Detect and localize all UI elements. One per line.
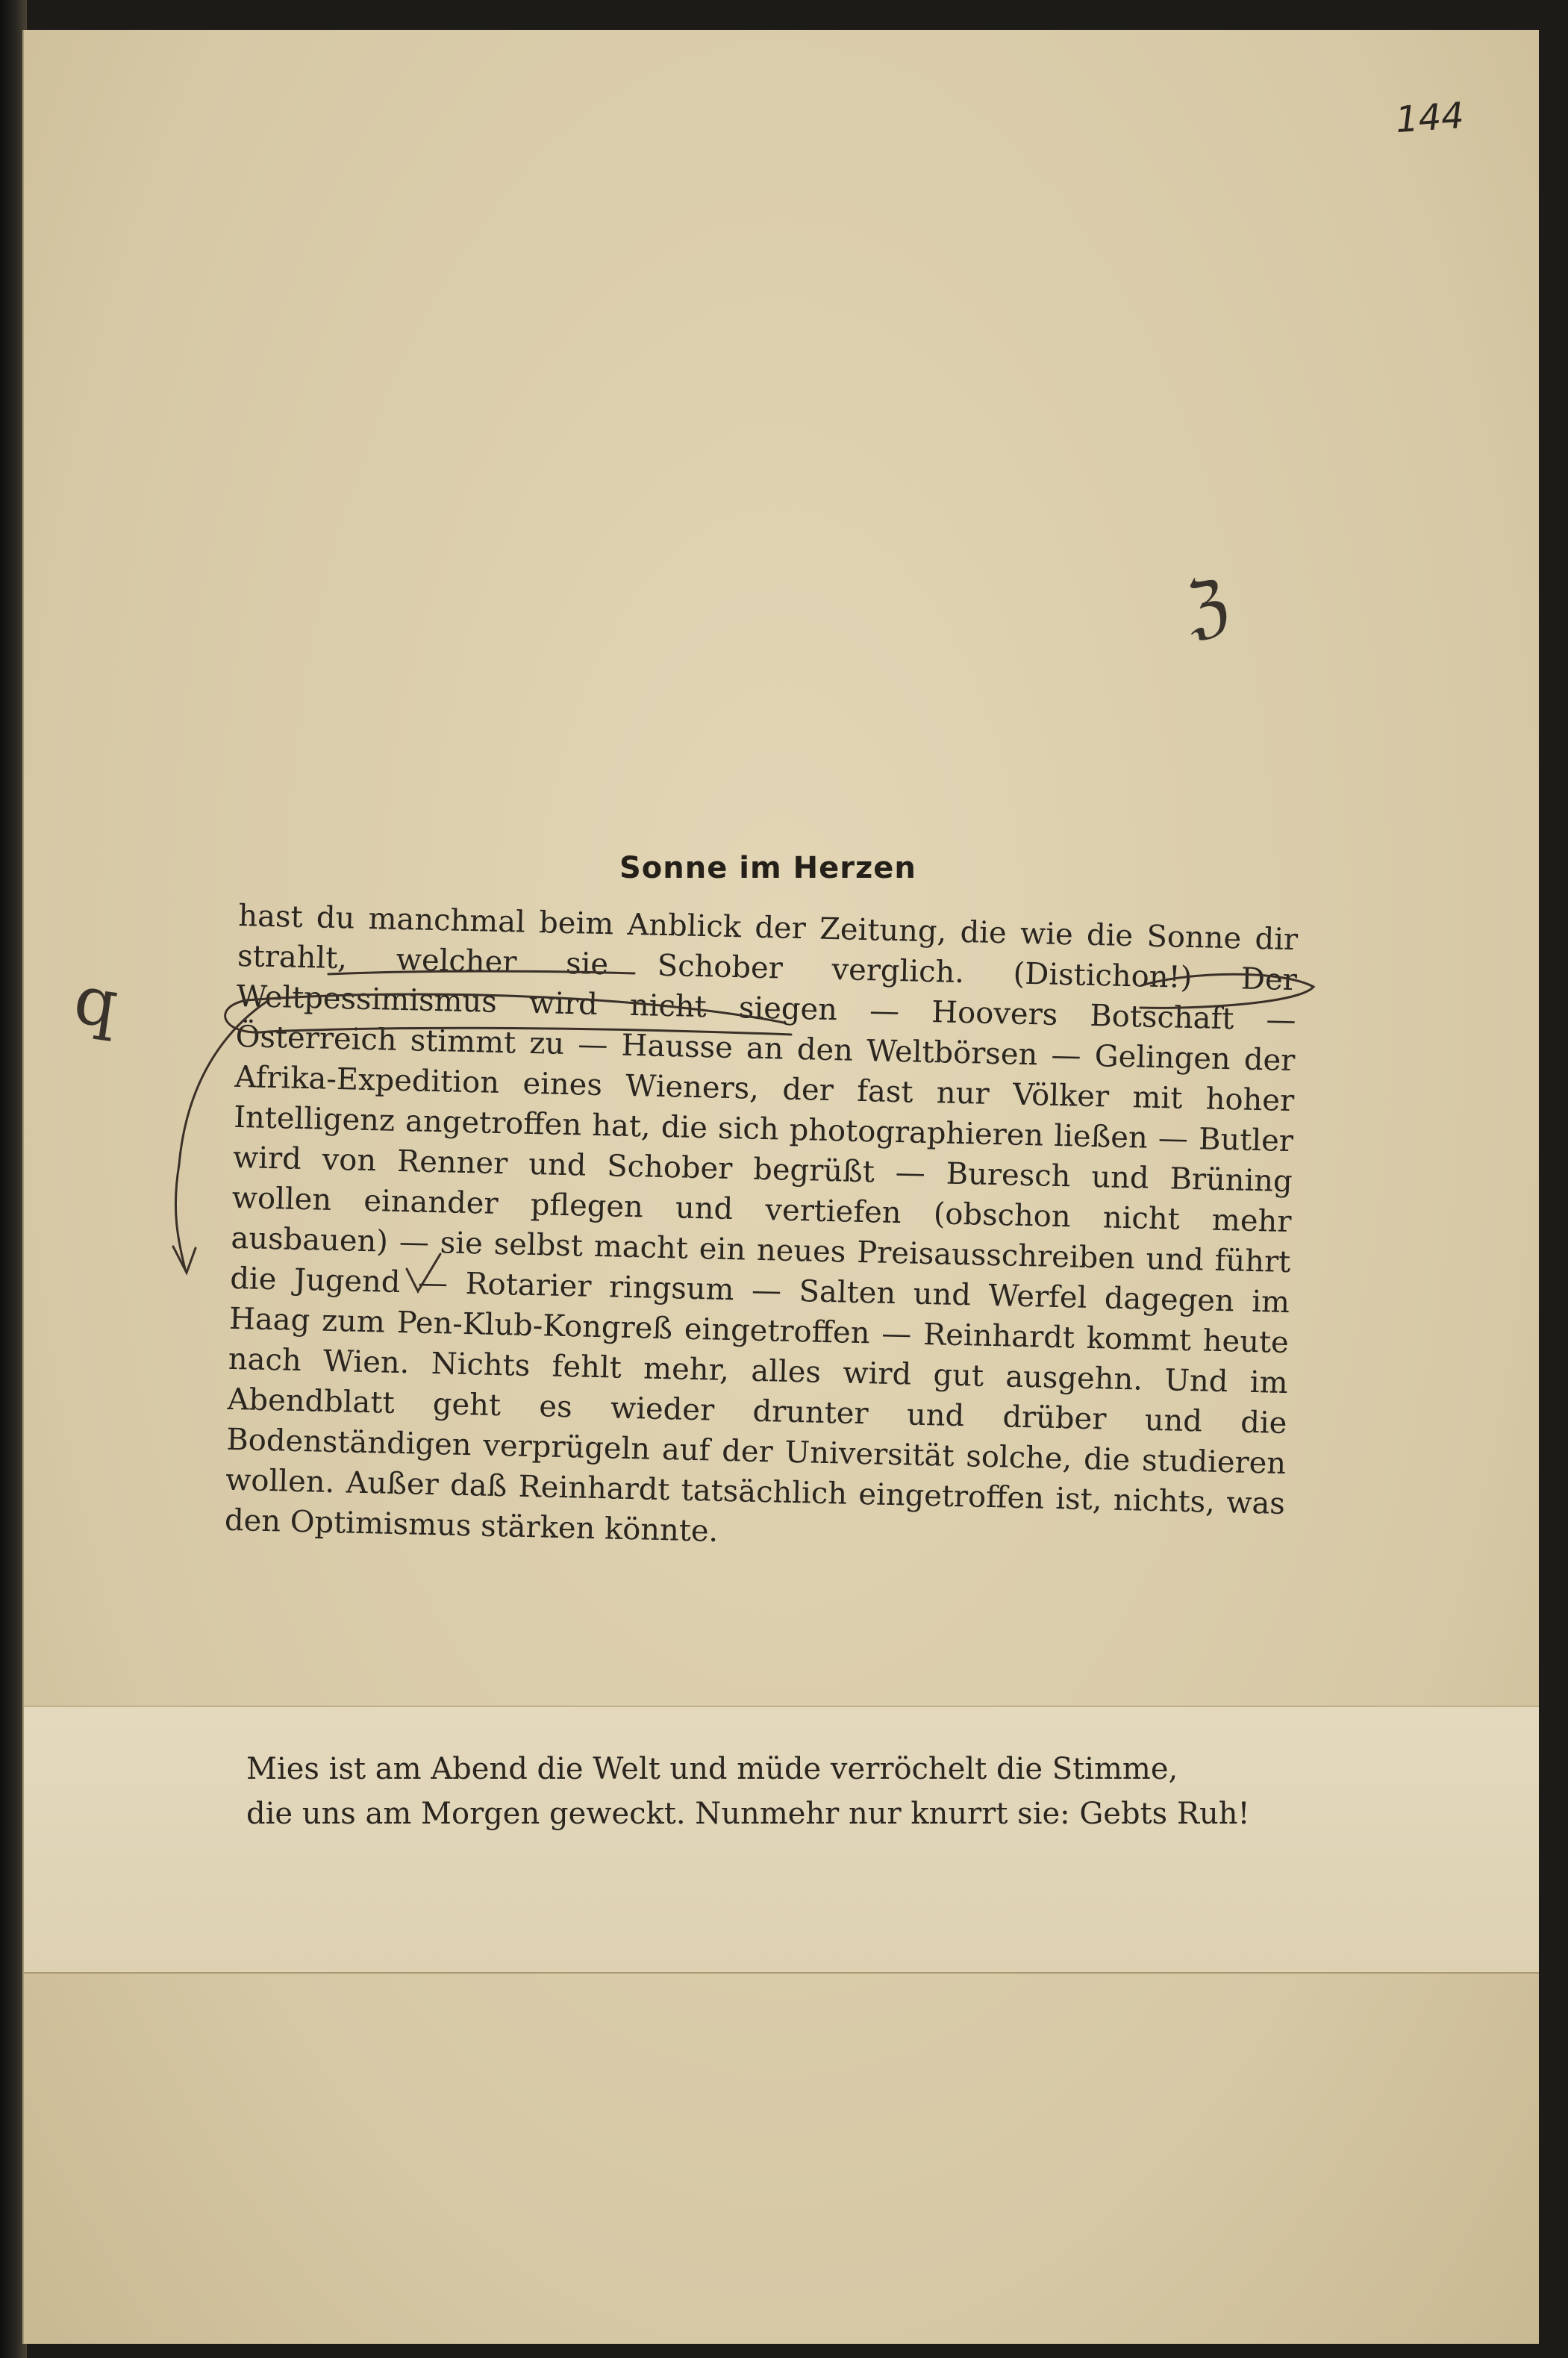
page-number: 144 [1394, 94, 1466, 142]
arrow-head [173, 1247, 196, 1273]
distich-line-1: Mies ist am Abend die Welt und müde verröchelt die Stimme, [246, 1752, 1178, 1786]
handwritten-mark-symbol: ℨ [1181, 564, 1234, 649]
underline-stroke [328, 971, 634, 974]
handwritten-margin-letter: q [69, 960, 123, 1044]
check-mark [407, 1254, 440, 1291]
loop-stroke [225, 994, 791, 1035]
distich-line-2: die uns am Morgen geweckt. Nunmehr nur knurrt sie: Gebts Ruh! [246, 1797, 1250, 1831]
loop-stroke [1140, 974, 1314, 1008]
body-text: hast du manchmal beim Anblick der Zeitung, die wie die Sonne dir strahlt, welcher sie Schober verglich. (Distichon!) Der Weltpessimismus wird nicht siegen — Hoovers Botschaft — Österreich stimmt zu — Hausse an den Weltbörsen — Gelingen der Afrika-Expedition eines Wieners, der fast nur Völker mit hoher Intelligenz angetroffen hat, die sich photographieren ließen — Butler wird von Renner und Schober begrüßt — Buresch und Brüning wollen einander pflegen und vertiefen (obschon nicht mehr ausbauen) — sie selbst macht ein neues Preisausschreiben und führt die Jugend — Rotarier ringsum — Salten und Werfel dagegen im Haag zum Pen-Klub-Kongreß eingetroffen — Reinhardt kommt heute nach Wien. Nichts fehlt mehr, alles wird gut ausgehn. Und im Abendblatt geht es wieder drunter und drüber und die Bodenständigen verprügeln auf der Universität solche, die studieren wollen. Außer daß Reinhardt tatsächlich eingetroffen ist, nichts, was den Optimismus stärken könnte. [224, 898, 1299, 1549]
bracket-stroke [175, 1000, 269, 1269]
section-title: Sonne im Herzen [619, 851, 916, 885]
